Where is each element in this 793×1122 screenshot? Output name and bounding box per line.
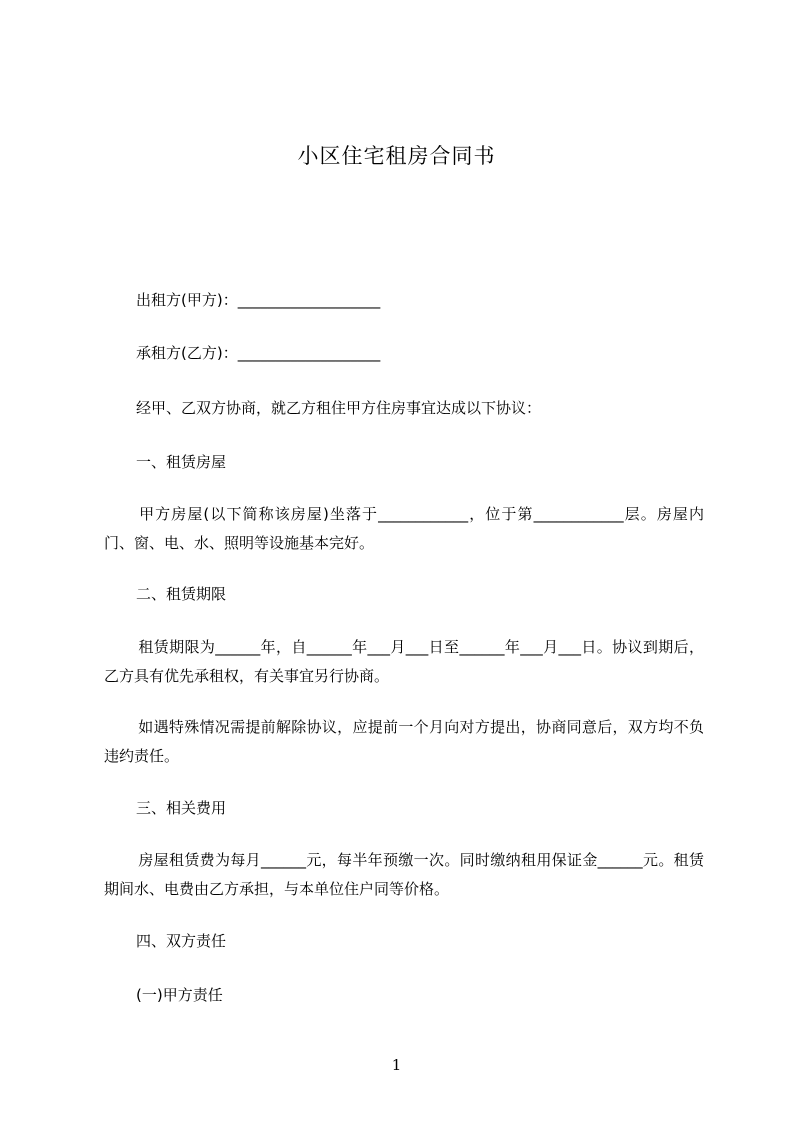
section-4-subheading-1 <box>104 984 704 1006</box>
section-2-paragraph-2-text: 如遇特殊情况需提前解除协议，应提前一个月向对方提出，协商同意后，双方均不负违约责任。 <box>104 718 704 765</box>
intro-line <box>104 397 704 419</box>
section-4-subheading-1-text: (一)甲方责任 <box>136 986 223 1004</box>
section-3-paragraph <box>104 846 704 904</box>
section-3-heading-text: 三、相关费用 <box>136 799 227 817</box>
document-title: 小区住宅租房合同书 <box>297 144 496 168</box>
section-1-paragraph-text: 甲方房屋(以下简称该房屋)坐落于____________，位于第____________层。房屋内门、窗、电、水、照明等设施基本完好。 <box>104 505 704 552</box>
section-3-paragraph-text: 房屋租赁费为每月______元，每半年预缴一次。同时缴纳租用保证金______元。租赁期间水、电费由乙方承担，与本单位住户同等价格。 <box>104 851 704 898</box>
section-2-paragraph-1-text: 租赁期限为______年，自______年___月___日至______年___月___日。协议到期后，乙方具有优先承租权，有关事宜另行协商。 <box>104 638 704 685</box>
intro-text: 经甲、乙双方协商，就乙方租住甲方住房事宜达成以下协议： <box>136 399 542 417</box>
lessee-text: 承租方(乙方)：___________________ <box>136 344 381 362</box>
lessee-line <box>104 342 704 364</box>
section-2-paragraph-2 <box>104 713 704 771</box>
lessor-line <box>104 289 704 311</box>
section-2-paragraph-1 <box>104 633 704 691</box>
page-number: 1 <box>391 1056 402 1074</box>
section-3-heading <box>104 797 704 819</box>
section-4-heading-text: 四、双方责任 <box>136 932 227 950</box>
section-2-heading-text: 二、租赁期限 <box>136 585 227 603</box>
lessor-text: 出租方(甲方)：___________________ <box>136 291 381 309</box>
section-1-heading <box>104 451 704 473</box>
section-1-paragraph <box>104 500 704 558</box>
section-1-heading-text: 一、租赁房屋 <box>136 453 227 471</box>
section-2-heading <box>104 583 704 605</box>
section-4-heading <box>104 930 704 952</box>
